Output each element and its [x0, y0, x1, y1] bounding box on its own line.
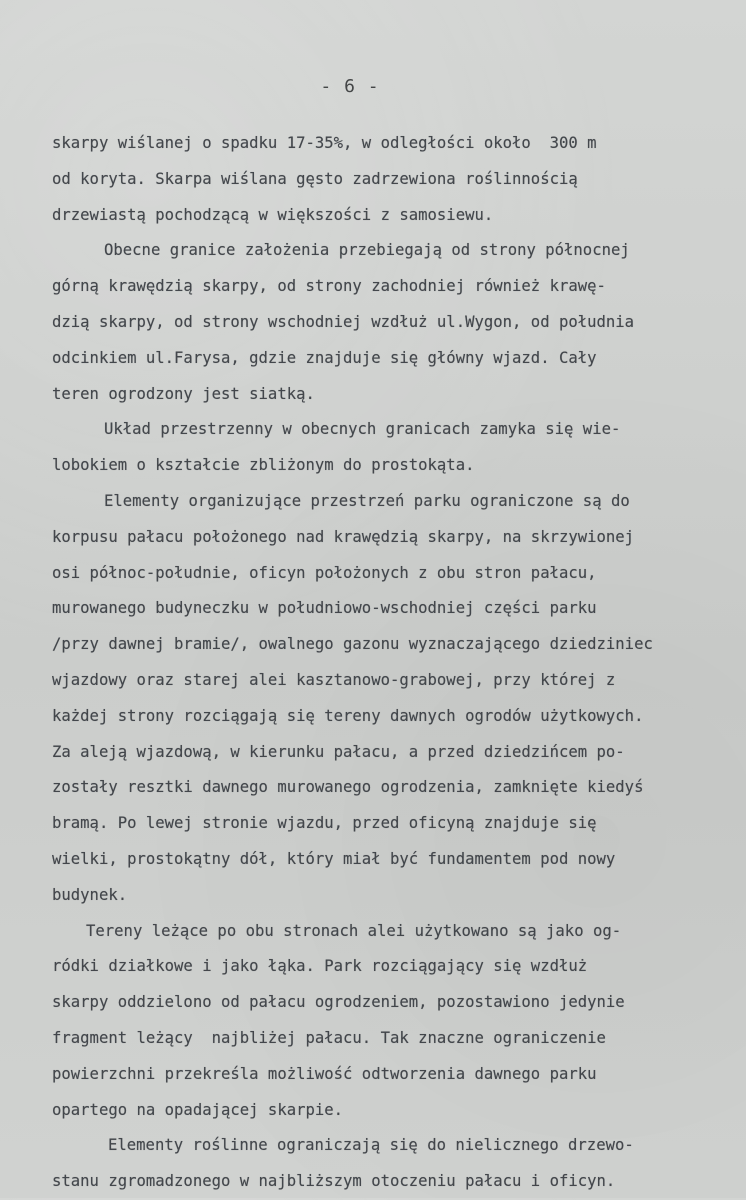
paragraph-start-line: Obecne granice założenia przebiegają od strony północnej — [104, 241, 630, 260]
text-line: teren ogrodzony jest siatką. — [52, 384, 315, 403]
text-line: budynek. — [52, 885, 128, 904]
paragraph-start-line: Układ przestrzenny w obecnych granicach zamyka się wie- — [104, 420, 621, 439]
text-line: wjazdowy oraz starej alei kasztanowo-grabowej, przy której z — [52, 670, 616, 689]
text-line: każdej strony rozciągają się tereny dawnych ogrodów użytkowych. — [52, 706, 644, 725]
paragraph-start-line: Elementy organizujące przestrzeń parku ograniczone są do — [104, 491, 630, 510]
text-line: od koryta. Skarpa wiślana gęsto zadrzewiona roślinnością — [52, 169, 578, 188]
text-line: ródki działkowe i jako łąka. Park rozciągający się wzdłuż — [52, 957, 588, 976]
text-line: lobokiem o kształcie zbliżonym do prostokąta. — [52, 456, 475, 475]
paragraph-start-line: Tereny leżące po obu stronach alei użytkowano są jako og- — [86, 921, 622, 940]
text-line: osi północ-południe, oficyn położonych z obu stron pałacu, — [52, 563, 597, 582]
text-line: Za aleją wjazdową, w kierunku pałacu, a przed dziedzińcem po- — [52, 742, 625, 761]
paragraph-start-line: Elementy roślinne ograniczają się do nielicznego drzewo- — [108, 1136, 634, 1155]
document-body — [52, 126, 722, 1200]
text-line: murowanego budyneczku w południowo-wschodniej części parku — [52, 599, 597, 618]
text-line: zostały resztki dawnego murowanego ogrodzenia, zamknięte kiedyś — [52, 778, 644, 797]
text-line: górną krawędzią skarpy, od strony zachodniej również krawę- — [52, 277, 606, 296]
text-line: korpusu pałacu położonego nad krawędzią skarpy, na skrzywionej — [52, 527, 635, 546]
text-line: bramą. Po lewej stronie wjazdu, przed oficyną znajduje się — [52, 814, 597, 833]
text-line: opartego na opadającej skarpie. — [52, 1100, 344, 1119]
text-line: /przy dawnej bramie/, owalnego gazonu wyznaczającego dziedziniec — [52, 635, 653, 654]
text-line: skarpy wiślanej o spadku 17-35%, w odległości około 300 m — [52, 134, 597, 152]
text-line: dzią skarpy, od strony wschodniej wzdłuż ul.Wygon, od południa — [52, 312, 635, 331]
text-line: skarpy oddzielono od pałacu ogrodzeniem, pozostawiono jedynie — [52, 993, 625, 1012]
text-line: drzewiastą pochodzącą w większości z samosiewu. — [52, 205, 494, 224]
text-line: odcinkiem ul.Farysa, gdzie znajduje się główny wjazd. Cały — [52, 348, 597, 367]
page-number: - 6 - — [320, 76, 380, 97]
text-line: powierzchni przekreśla możliwość odtworzenia dawnego parku — [52, 1064, 597, 1083]
text-line: wielki, prostokątny dół, który miał być fundamentem pod nowy — [52, 849, 616, 868]
text-line: fragment leżący najbliżej pałacu. Tak znaczne ograniczenie — [52, 1028, 606, 1047]
text-line: stanu zgromadzonego w najbliższym otoczeniu pałacu i oficyn. — [52, 1172, 616, 1191]
